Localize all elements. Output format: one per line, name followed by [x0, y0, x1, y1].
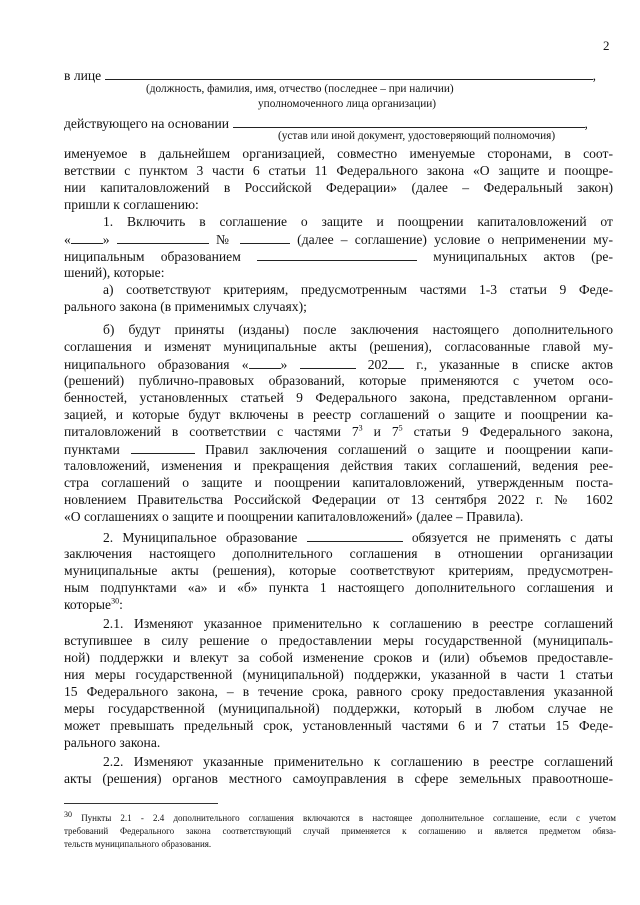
point-2-line	[103, 528, 613, 546]
subpoint-b-line	[64, 423, 613, 440]
text-fragment: и 7	[373, 424, 399, 439]
text-line: пришли к соглашению:	[64, 197, 199, 212]
point-2-2-line: акты (решения) органов местного самоуправления в сфере земельных правоотноше-	[64, 771, 613, 786]
month-blank[interactable]	[117, 230, 209, 244]
text-fragment: г., указанные в списке актов	[416, 357, 614, 372]
superscript: 3	[358, 423, 363, 433]
point-2-2-line: 2.2. Изменяют указанные применительно к соглашению в реестре соглашений	[103, 754, 613, 769]
point-2-line	[64, 596, 613, 613]
subpoint-b-line: зацией, и которые будут включены в реестр соглашений о защите и поощрении ка-	[64, 407, 613, 422]
comma: ,	[584, 116, 588, 131]
point-1-line: шений), которые:	[64, 265, 165, 280]
subpoint-b-line	[64, 440, 613, 458]
text-fragment: ниципального образования «	[64, 357, 249, 372]
point-2-1-line: меры государственной (муниципальной) поддержки, который в любом случае не	[64, 701, 613, 716]
text-fragment: :	[119, 597, 123, 612]
subpoint-b-line: соглашения и изменят муниципальные акты (решения), согласованные главой му-	[64, 339, 613, 354]
point-2-1-line: ния меры государственной (муниципальной) поддержки, указанной в части 1 статьи	[64, 667, 613, 682]
text-fragment: Правил заключения соглашений о защите и поощрении капи-	[205, 442, 613, 457]
point-2-line: муниципальные акты (решения), которые соответствуют критериям, предусмотрен-	[64, 563, 613, 578]
footnote-ref: 30	[111, 596, 120, 606]
text-line: ветствии с пунктом 3 части 6 статьи 11 Федерального закона «О защите и поощре-	[64, 163, 613, 178]
year-blank[interactable]	[388, 355, 404, 369]
point-2-line: заключения настоящего дополнительного соглашения в отношении организации	[64, 546, 613, 561]
number-sign: №	[216, 232, 233, 247]
municipality-blank[interactable]	[257, 247, 417, 261]
subpoint-b-line: б) будут приняты (изданы) после заключения настоящего дополнительного	[103, 322, 613, 337]
text-fragment: питаловложений в соответствии с частями 7	[64, 424, 359, 439]
subpoint-b-line: бенностей, установленных статьей 9 Федерального закона, представленном органи-	[64, 390, 613, 405]
point-2-1-line: 2.1. Изменяют указанное применительно к соглашению в реестре соглашений	[103, 616, 613, 631]
footnote-line: требований Федерального закона соответствующий случай применяется к соглашению и является предметом обяза-	[64, 826, 616, 836]
text-fragment: статьи 9 Федерального закона,	[413, 424, 613, 439]
footnote-separator	[64, 803, 218, 804]
subpoint-b-line	[64, 355, 613, 373]
quote-close: »	[102, 232, 110, 247]
text-fragment: обязуется не применять с даты	[411, 530, 614, 545]
text-line: именуемое в дальнейшем организацией, совместно именуемые сторонами, в соот-	[64, 146, 613, 161]
point-2-line: ным подпунктами «а» и «б» пункта 1 настоящего дополнительного соглашения и	[64, 580, 613, 595]
text-fragment: пунктами	[64, 442, 120, 457]
quote-open: «	[64, 232, 71, 247]
text-fragment: 2. Муниципальное образование	[103, 530, 298, 545]
point-2-1-line: может превышать предельный срок, установленный частями 6 и 7 статьи 15 Феде-	[64, 718, 613, 733]
day-blank[interactable]	[71, 230, 103, 244]
day-blank[interactable]	[249, 355, 281, 369]
comma: ,	[592, 68, 596, 83]
text-line: нии капиталовложений в Российской Федерации» (далее – Федеральный закон)	[64, 180, 613, 195]
subpoint-b-line: таловложений, изменения и прекращения действия таких соглашений, ведения рее-	[64, 458, 613, 473]
rules-points-blank[interactable]	[131, 440, 195, 454]
point-2-1-line: 15 Федерального закона, – в течение срока, равного сроку предоставления указанной	[64, 684, 613, 699]
point-2-1-line: вступившее в силу решение о предоставлении меры государственной (муниципаль-	[64, 633, 613, 648]
text-fragment: ниципальным образованием	[64, 249, 241, 264]
superscript: 5	[398, 423, 403, 433]
point-1-line	[64, 230, 613, 248]
subpoint-a-line: а) соответствуют критериям, предусмотренным частями 1-3 статьи 9 Феде-	[103, 282, 613, 297]
caption-basis: (устав или иной документ, удостоверяющий полномочия)	[278, 130, 556, 142]
text-fragment: (далее – соглашение) условие о неприменении му-	[297, 232, 613, 247]
caption-fio-1: (должность, фамилия, имя, отчество (последнее – при наличии)	[146, 83, 454, 95]
point-2-1-line: рального закона.	[64, 735, 161, 750]
footnote-marker: 30	[64, 810, 72, 819]
footnote-line: тельств муниципального образования.	[64, 839, 212, 849]
acting-basis-label: действующего на основании	[64, 116, 230, 131]
subpoint-b-line: новлением Правительства Российской Федерации от 13 сентября 2022 г. № 1602	[64, 492, 613, 507]
subpoint-b-line: «О соглашениях о защите и поощрении капиталовложений» (далее – Правила).	[64, 509, 524, 524]
subpoint-a-line: рального закона (в применимых случаях);	[64, 299, 307, 314]
month-blank[interactable]	[300, 355, 356, 369]
point-1-line: 1. Включить в соглашение о защите и поощрении капиталовложений от	[103, 214, 613, 229]
subpoint-b-line: стра соглашений о защите и поощрении капиталовложений, утвержденным поста-	[64, 475, 613, 490]
text-fragment: которые	[64, 597, 112, 612]
representative-blank[interactable]	[105, 66, 593, 80]
quote-close: »	[280, 357, 288, 372]
point-2-1-line: ной) поддержки и влекут за собой изменение сроков и (или) объемов предоставле-	[64, 650, 613, 665]
footnote-line	[64, 812, 616, 826]
text-fragment: муниципальных актов (ре-	[433, 249, 613, 264]
footnote-text: Пункты 2.1 - 2.4 дополнительного соглашения включаются в настоящее дополнительное соглашение, если с учетом	[81, 813, 616, 823]
agreement-number-blank[interactable]	[240, 230, 290, 244]
municipality-blank[interactable]	[307, 528, 403, 542]
year-prefix: 202	[367, 357, 389, 372]
page-number: 2	[603, 38, 610, 53]
in-person-label: в лице	[64, 68, 102, 83]
subpoint-b-line: (решений) публично-правовых образований, которые применяются с учетом осо-	[64, 373, 613, 388]
point-1-line	[64, 247, 613, 265]
basis-document-blank[interactable]	[233, 114, 585, 128]
caption-fio-2: уполномоченного лица организации)	[258, 98, 437, 110]
